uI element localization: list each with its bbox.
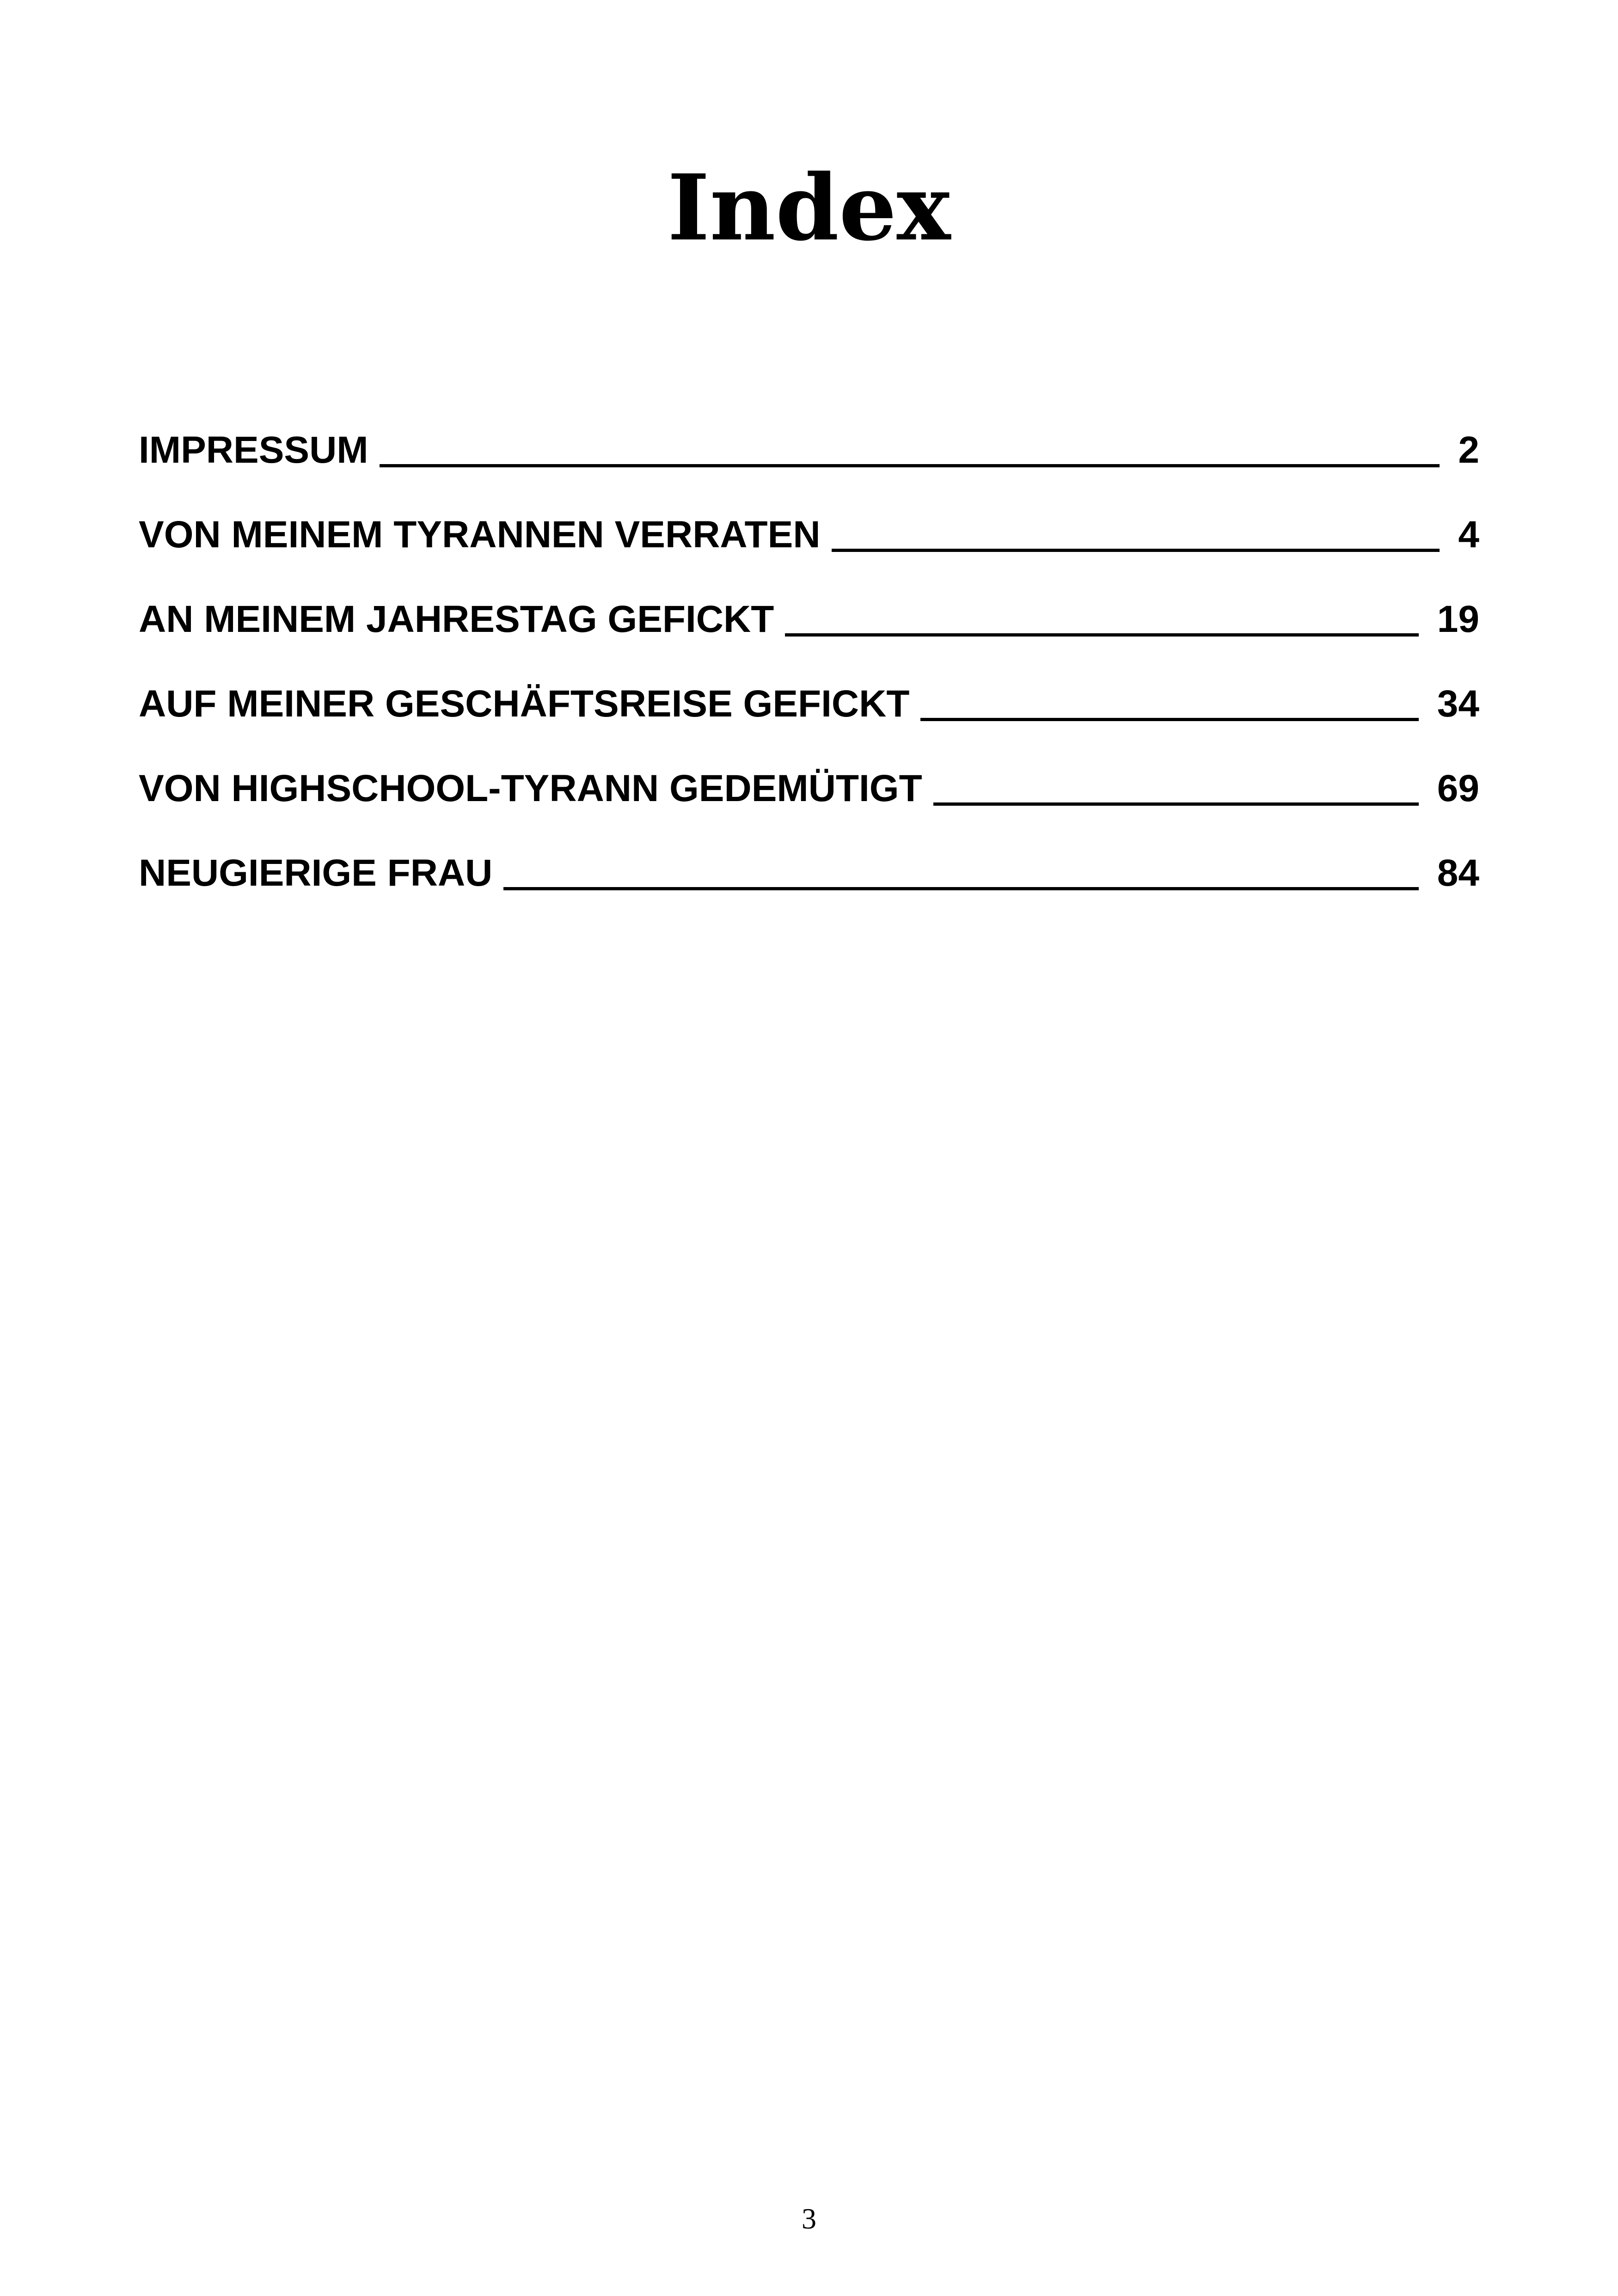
toc-leader-line [920,718,1418,721]
toc-entry-tyrannen-verraten[interactable] [139,476,1479,560]
toc-entry-page: 84 [1437,852,1479,894]
toc-entry-impressum[interactable] [139,391,1479,476]
toc-entry-jahrestag[interactable] [139,560,1479,645]
toc-entry-page: 19 [1437,598,1479,640]
toc-entry-label: NEUGIERIGE FRAU [139,852,493,894]
toc-leader-line [503,887,1418,890]
toc-leader-line [785,633,1418,637]
toc-leader-line [933,802,1419,806]
toc-entry-geschaeftsreise[interactable] [139,645,1479,729]
toc-entry-page: 2 [1458,429,1479,471]
toc-entry-label: AUF MEINER GESCHÄFTSREISE GEFICKT [139,683,910,725]
page-number: 3 [802,2202,816,2235]
toc-entry-label: AN MEINEM JAHRESTAG GEFICKT [139,598,774,640]
table-of-contents [139,391,1479,899]
toc-entry-highschool-tyrann[interactable] [139,729,1479,814]
page-title: Index [667,155,951,261]
toc-entry-label: VON HIGHSCHOOL-TYRANN GEDEMÜTIGT [139,767,922,809]
toc-entry-page: 4 [1458,514,1479,556]
toc-entry-neugierige-frau[interactable] [139,814,1479,899]
toc-entry-label: IMPRESSUM [139,429,368,471]
toc-entry-page: 34 [1437,683,1479,725]
toc-leader-line [832,549,1440,552]
toc-leader-line [380,464,1440,467]
toc-entry-page: 69 [1437,767,1479,809]
toc-entry-label: VON MEINEM TYRANNEN VERRATEN [139,514,821,556]
